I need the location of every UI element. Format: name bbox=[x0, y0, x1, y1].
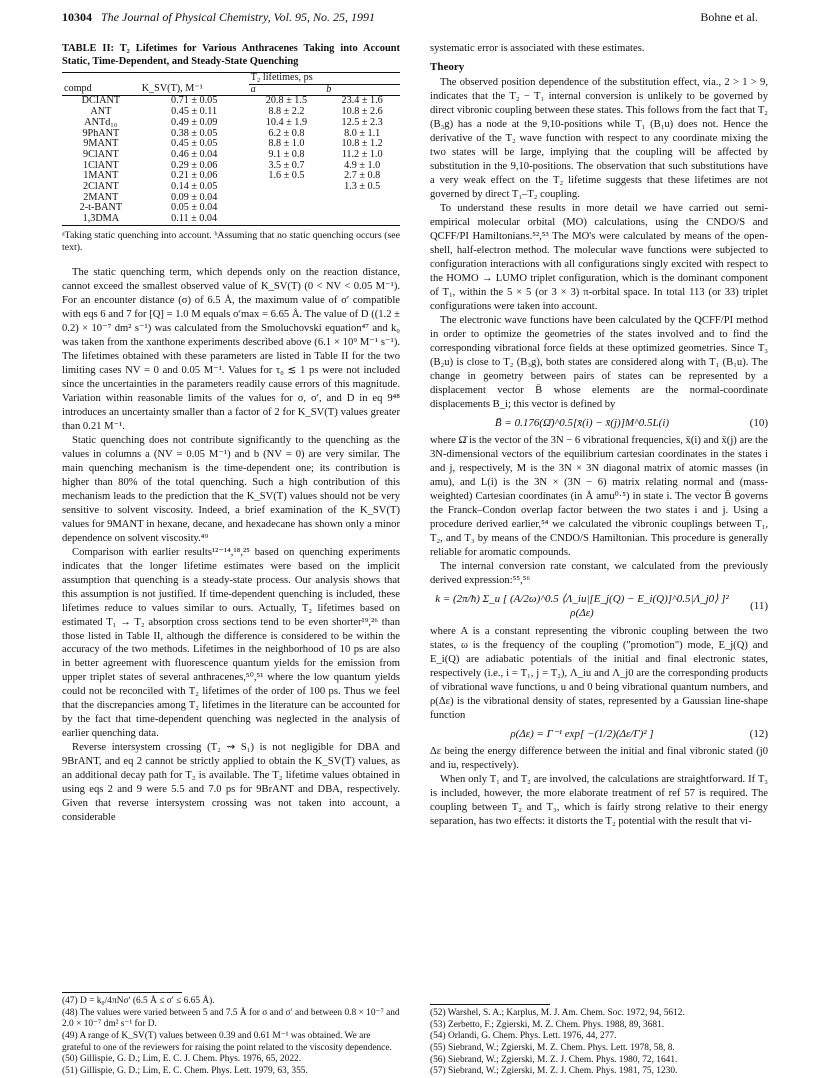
table-cell: ANTd₁₀ bbox=[84, 116, 118, 128]
table-col-header: K_SV(T), M⁻¹ bbox=[140, 84, 249, 96]
table-cell: 0.38 ± 0.05 bbox=[170, 127, 218, 139]
body-paragraph: The static quenching term, which depends only on the reaction distance, cannot exceed the smallest observed value of K_SV(T) (0 < NV < 0.05 M⁻¹). For an encounter distance (σ) of 6.5 Å, the maximum value of σ′ compatible with eqs 6 and 7 for [Q] = 1.0 M equals σ′max = 6.65 Å. The value of D ((1.2 ± 0.2) × 10⁻⁷ dm² s⁻¹) was calculated from the Smoluchovski equation⁴⁷ and k₀ was taken from the xanthone experiments described above (6.1 × 10⁹ M⁻¹ s⁻¹). The lifetimes obtained with these parameters are listed in Table II for the two limiting cases NV = 0 and 0.05 M⁻¹. Values for τ₀ ≲ 1 ps were not included since the uncertainties in the parameters readily cause errors of this magnitude. Variation within reasonable limits of the values for σ, σ′, and D in eq 9⁴⁸ introduces an uncertainty smaller than a factor of 2 for K_SV(T) values greater than 0.21 M⁻¹. bbox=[62, 267, 400, 432]
body-paragraph: where A is a constant representing the vibronic coupling between the two states, ω is the frequency of the coupling ("promotion") mode, E_j(Q) and E_i(Q) are adiabatic potentials of the initial and final electronic states, respectively (i.e., i = T₁, j = T₂), Λ_iu and Λ_j0 are the corresponding products of vibrational wave functions, u and 0 being vibrational quantum numbers, and ρ(Δε) is the vibrational density of states, represented by a Gaussian line-shape function bbox=[430, 625, 768, 721]
table-span-header: T₂ lifetimes, ps bbox=[249, 73, 400, 84]
table-cell: 10.8 ± 2.6 bbox=[341, 106, 383, 118]
body-paragraph: To understand these results in more detail we have carried out semi-empirical molecular orbital (MO) calculations, using the CNDO/S and QCFF/PI Hamiltonians.⁵²,⁵³ The MO's were calculated by means of the open-shell, half-electron method. The molecular wave functions were subjected to configuration interactions with all configurations singly excited with respect to the HOMO → LUMO triplet configuration, which is the dominant component of T₁, within the 5 × 5 (or 3 × 3) π-orbital space. In total 113 (or 33) triplet configurations were taken into account. bbox=[430, 203, 768, 312]
body-paragraph: Δε being the energy difference between the initial and final vibronic stated (j0 and iu, respectively). bbox=[430, 746, 768, 772]
equation-11 bbox=[430, 592, 768, 621]
table-cell bbox=[324, 193, 400, 204]
table-cell bbox=[249, 182, 325, 193]
table-cell: 6.2 ± 0.8 bbox=[268, 127, 305, 139]
table-bottom-rule bbox=[62, 225, 400, 226]
table-cell: 0.21 ± 0.06 bbox=[170, 170, 218, 182]
reference-item: (47) D = k₀/4πNσ′ (6.5 Å ≤ σ′ ≤ 6.65 Å). bbox=[62, 996, 215, 1006]
table-cell: 0.29 ± 0.06 bbox=[170, 159, 218, 171]
table-row bbox=[62, 214, 400, 225]
table-cell: 0.71 ± 0.05 bbox=[170, 95, 218, 107]
table-cell: 2MANT bbox=[83, 191, 119, 203]
table-cell bbox=[249, 214, 325, 225]
table-cell bbox=[324, 214, 400, 225]
reference-item: (56) Siebrand, W.; Zgierski, M. Z. J. Chem. Phys. 1980, 72, 1641. bbox=[430, 1054, 678, 1065]
table-title: TABLE II: T₂ Lifetimes for Various Anthracenes Taking into Account Static, Time-Dependent, and Steady-State Quenching bbox=[62, 43, 400, 67]
table-cell: 9ClANT bbox=[83, 148, 119, 160]
table-col-header: a bbox=[249, 84, 325, 96]
equation-body: B̄ = 0.176(Ω̄)^0.5[x̄(i) − x̄(j)]M^0.5L(i) bbox=[494, 416, 670, 429]
table-cell: 1MANT bbox=[83, 170, 119, 182]
equation-number: (10) bbox=[749, 416, 768, 429]
equation-body: ρ(Δε) = Γ⁻¹ exp[ −(1/2)(Δε/Γ)² ] bbox=[510, 727, 654, 740]
equation-10 bbox=[430, 416, 768, 431]
table-cell: 12.5 ± 2.3 bbox=[341, 116, 383, 128]
equation-body: k = (2π/ħ) Σ_u [ (A/2ω)^0.5 ⟨Λ_iu|[E_j(Q) − E_i(Q)]^0.5|Λ_j0⟩ ]² ρ(Δε) bbox=[435, 592, 729, 620]
page-number: 10304 bbox=[62, 10, 92, 24]
reference-item: (51) Gillispie, G. D.; Lim, E. C. Chem. Phys. Lett. 1979, 63, 355. bbox=[62, 1065, 308, 1076]
header-authors: Bohne et al. bbox=[700, 10, 758, 24]
table-cell: 8.0 ± 1.1 bbox=[344, 127, 381, 139]
right-column bbox=[430, 42, 768, 829]
table-cell: 2-t-BANT bbox=[79, 202, 123, 214]
table-cell bbox=[324, 203, 400, 214]
reference-rule bbox=[62, 992, 182, 993]
body-paragraph: Comparison with earlier results¹²⁻¹⁴,¹⁸,²⁵ based on quenching experiments indicates that the longer lifetime estimates were based on the implicit assumption that quenching is a steady-state process. Our analysis shows that this assumption is not justified. If time-dependent quenching is included, these lifetimes reduce to values similar to ours. Actually, T₂ lifetimes based on estimated T₁ → T₂ absorption cross sections tend to be even shorter¹⁹,²⁶ than those listed in Table II, although the difference is considered to be within the accuracy of the two methods. Lifetimes in the neighborhood of 10 ps are also in better agreement with fluorescence quantum yields for the emission from upper triplet states of several anthracenes,⁵⁰,⁵¹ where the low quantum yields could not be reconciled with T₂ lifetimes of the order of 100 ps. Thus we feel that the discrepancies among T₂ lifetimes in the literature can be accounted for by the fact that time-dependent quenching was neglected in the analysis of earlier quenching data. bbox=[62, 546, 400, 740]
table-cell: 8.8 ± 2.2 bbox=[268, 106, 305, 118]
reference-item: (49) A range of K_SV(T) values between 0.39 and 0.61 M⁻¹ was obtained. We are grateful to one of the reviewers for raising the point related to the viscosity dependence. bbox=[62, 1030, 392, 1053]
table-cell: 0.45 ± 0.11 bbox=[171, 106, 218, 118]
table-cell: 0.46 ± 0.04 bbox=[170, 148, 218, 160]
table-cell: 2.7 ± 0.8 bbox=[344, 170, 381, 182]
lifetimes-table bbox=[62, 73, 400, 225]
table-col-header: compd bbox=[62, 84, 140, 96]
body-paragraph: The internal conversion rate constant, we calculated from the previously derived expression:⁵⁵,⁵⁶ bbox=[430, 560, 768, 586]
table-cell: 9PhANT bbox=[82, 127, 120, 139]
table-cell: 10.8 ± 1.2 bbox=[341, 138, 383, 150]
body-paragraph: The observed position dependence of the substitution effect, via., 2 > 1 > 9, indicates that the T₂ − T₁ internal conversion is unlikely to be governed by direct vibronic coupling between these states. This follows from the fact that T₂ (B₃g) has a node at the 9,10-positions while T₁ (B₁u) does not. Hence the derivative of the T₂ wave function with respect to any coordinate mixing the two states will be large, implying that the coupling will be affected by substitution in the 9,10-positions. The observation that such substitutions have a very weak effect on the T₂ lifetime suggests that these lifetimes are not governed by direct T₁–T₂ coupling. bbox=[430, 77, 768, 201]
table-cell: 11.2 ± 1.0 bbox=[341, 148, 383, 160]
reference-item: (53) Zerbetto, F.; Zgierski, M. Z. Chem. Phys. 1988, 89, 3681. bbox=[430, 1019, 665, 1030]
journal-citation: The Journal of Physical Chemistry, Vol. 95, No. 25, 1991 bbox=[101, 10, 375, 24]
table-cell: 0.09 ± 0.04 bbox=[170, 191, 218, 203]
table-body bbox=[62, 96, 400, 225]
table-cell: 23.4 ± 1.6 bbox=[341, 95, 383, 107]
section-heading: Theory bbox=[430, 60, 465, 73]
table-cell: 3.5 ± 0.7 bbox=[268, 159, 305, 171]
reference-item: (50) Gillispie, G. D.; Lim, E. C. J. Chem. Phys. 1976, 65, 2022. bbox=[62, 1054, 302, 1065]
table-col-header: b bbox=[324, 84, 400, 96]
table-cell: 1,3DMA bbox=[82, 213, 120, 225]
table-cell: 20.8 ± 1.5 bbox=[265, 95, 308, 107]
reference-item: (57) Siebrand, W.; Zgierski, M. Z. J. Chem. Phys. 1981, 75, 1230. bbox=[430, 1066, 678, 1077]
reference-rule bbox=[430, 1004, 550, 1005]
equation-number: (11) bbox=[750, 600, 768, 613]
body-paragraph: Static quenching does not contribute significantly to the quenching as the values in columns a (NV = 0.05 M⁻¹) and b (NV = 0) are very similar. The main quenching mechanism is the time-dependent one; its contribution is higher than 80% of the total quenching. Such a high contribution of this mechanism leads to the prediction that the K_SV(T) values should not be very sensitive to solvent viscosity. Indeed, a brief examination of the K_SV(T) values for 9MANT in hexane, decane, and hexadecane has shown only a minor dependence on solvent viscosity.⁴⁹ bbox=[62, 434, 400, 544]
table-cell: 0.11 ± 0.04 bbox=[171, 213, 218, 225]
left-column bbox=[62, 42, 400, 825]
reference-item: (54) Orlandi, G. Chem. Phys. Lett. 1976, 44, 277. bbox=[430, 1031, 617, 1042]
body-paragraph: When only T₁ and T₂ are involved, the calculations are straightforward. If T₃ is included, however, the more elaborate treatment of ref 57 is required. The coupling between T₂ and T₃, which is fairly strong relative to their energy separation, has two effects: it distorts the T₂ potential with the result that vi- bbox=[430, 774, 768, 828]
table-cell: 1ClANT bbox=[83, 159, 119, 171]
table-cell bbox=[249, 203, 325, 214]
table-cell: 10.4 ± 1.9 bbox=[265, 116, 308, 128]
table-cell: 0.14 ± 0.05 bbox=[170, 181, 218, 193]
body-paragraph: Reverse intersystem crossing (T₂ ⇝ S₁) is not negligible for DBA and 9BrANT, and eq 2 cannot be strictly applied to obtain the K_SV(T) values, as an additional decay path for T₂ is available. The T₂ lifetime values obtained in using eqs 2 and 9 were 5.5 and 7.0 ps for 9BrANT and DBA, respectively. Given that reverse intersystem crossing was not taken into account, a considerable bbox=[62, 742, 400, 824]
table-cell: 0.45 ± 0.05 bbox=[170, 138, 218, 150]
reference-item: (48) The values were varied between 5 and 7.5 Å for σ and σ′ and between 0.8 × 10⁻⁷ and 2.0 × 10⁻⁷ dm² s⁻¹ for D. bbox=[62, 1007, 400, 1030]
table-cell: 1.6 ± 0.5 bbox=[268, 170, 305, 182]
table-cell: 8.8 ± 1.0 bbox=[268, 138, 305, 150]
left-references bbox=[62, 992, 400, 1078]
table-cell: 1.3 ± 0.5 bbox=[344, 181, 381, 193]
table-row bbox=[62, 118, 400, 129]
table-cell: 9.1 ± 0.8 bbox=[268, 148, 305, 160]
header-left bbox=[62, 10, 375, 25]
body-paragraph: The electronic wave functions have been calculated by the QCFF/PI method in order to optimize the geometries of the states involved and to find the corresponding vibrational force fields at these optimized geometries. Since T₃ (B₂u) is close to T₂ (B₃g), both states are considered along with T₁ (B₁u). The change in geometry between pairs of states can be represented by a displacement vector B̄ whose elements are the normal-coordinate displacements B_i; this vector is defined by bbox=[430, 314, 768, 410]
reference-item: (52) Warshel, S. A.; Karplus, M. J. Am. Chem. Soc. 1972, 94, 5612. bbox=[430, 1008, 685, 1018]
equation-number: (12) bbox=[749, 727, 768, 740]
running-header bbox=[62, 10, 758, 32]
table-cell: 4.9 ± 1.0 bbox=[344, 159, 381, 171]
table-cell bbox=[249, 193, 325, 204]
table-footnote: ᵃTaking static quenching into account. ᵇAssuming that no static quenching occurs (see text). bbox=[62, 229, 400, 254]
reference-item: (55) Siebrand, W.; Zgierski, M. Z. Chem. Phys. Lett. 1978, 58, 8. bbox=[430, 1042, 675, 1053]
table-cell: DCIANT bbox=[81, 95, 121, 107]
right-references bbox=[430, 1004, 768, 1078]
table-cell: 0.49 ± 0.09 bbox=[170, 116, 218, 128]
equation-12 bbox=[430, 727, 768, 742]
body-paragraph: where Ω̄ is the vector of the 3N − 6 vibrational frequencies, x̄(i) and x̄(j) are the 3N-dimensional vectors of the equilibrium cartesian coordinates in the states i and j, respectively, M is the 3N × 3N diagonal matrix of atomic masses (in amu), and L(i) is the 3N × (3N − 6) matrix relating normal and (mass-weighted) Cartesian coordinates (in Å amu⁰·⁵) in state i. The vector B̄ governs the Franck–Condon overlap factor between the two states i and j. Using a procedure derived earlier,⁵⁴ we calculated the vibronic couplings between T₁, T₂, and T₃ by means of the CNDO/S Hamiltonian. This procedure is generally reliable for aromatic compounds. bbox=[430, 435, 768, 558]
table-cell: 0.05 ± 0.04 bbox=[170, 202, 218, 214]
body-paragraph: systematic error is associated with these estimates. bbox=[430, 43, 645, 54]
table-cell: ANT bbox=[90, 106, 112, 118]
table-cell: 9MANT bbox=[83, 138, 119, 150]
table-cell: 2ClANT bbox=[83, 181, 119, 193]
